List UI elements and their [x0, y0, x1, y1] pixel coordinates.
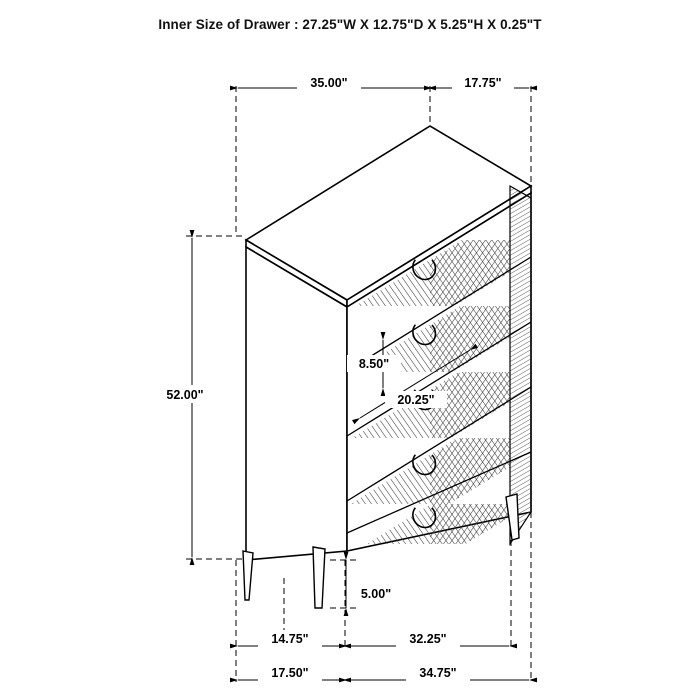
dim-depth-total: 17.50": [271, 666, 309, 680]
dim-drawer-height: 8.50": [358, 357, 390, 371]
dim-depth-left: 14.75": [271, 632, 309, 646]
leg-front-right: [313, 547, 325, 608]
dim-top-width-side: 17.75": [464, 76, 502, 90]
dim-top-width-front: 35.00": [310, 76, 348, 90]
dim-width-front: 32.25": [409, 632, 447, 646]
dim-leg-height: 5.00": [360, 587, 392, 601]
dim-drawer-width: 20.25": [397, 393, 435, 407]
leg-front-left: [243, 551, 253, 600]
dim-width-total: 34.75": [419, 666, 457, 680]
dim-overall-height: 52.00": [166, 388, 204, 402]
page-title: Inner Size of Drawer : 27.25"W X 12.75"D X 5.25"H X 0.25"T: [158, 17, 542, 32]
